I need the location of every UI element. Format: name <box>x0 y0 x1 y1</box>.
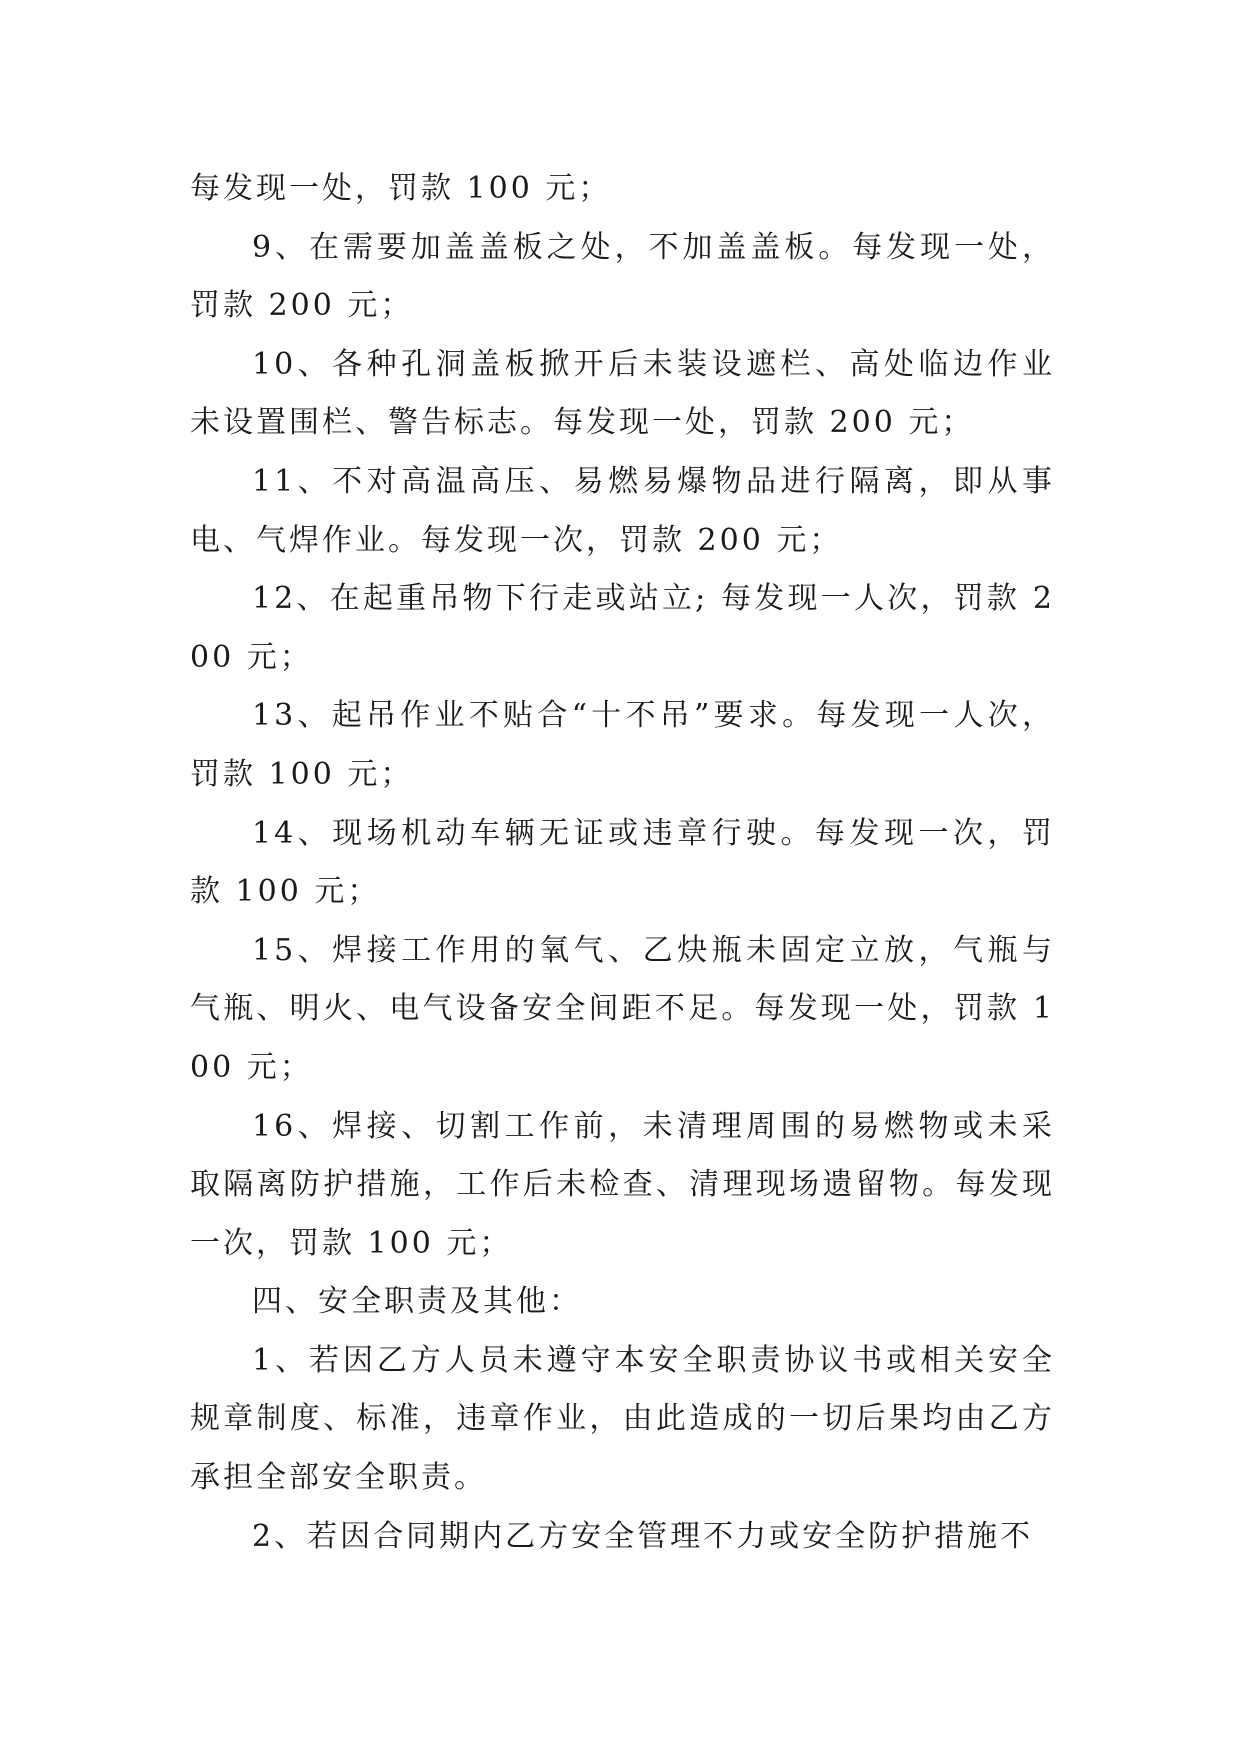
section-heading-safety-duties: 四、安全职责及其他： <box>252 1284 582 1320</box>
paragraph-item-12: 12、在起重吊物下行走或站立; 每发现一人次，罚款 200 元； <box>190 581 1055 675</box>
paragraph-item-10: 10、各种孔洞盖板掀开后未装设遮栏、高处临边作业未设置围栏、警告标志。每发现一处，罚款 200 元； <box>190 346 1055 441</box>
document-body <box>190 160 1055 1566</box>
paragraph-item-14: 14、现场机动车辆无证或违章行驶。每发现一次，罚款 100 元； <box>190 815 1055 910</box>
paragraph-item-11: 11、不对高温高压、易燃易爆物品进行隔离，即从事电、气焊作业。每发现一次，罚款 200 元； <box>190 463 1055 558</box>
paragraph-duty-2: 2、若因合同期内乙方安全管理不力或安全防护措施不 <box>252 1518 1034 1554</box>
paragraph-item-16: 16、焊接、切割工作前，未清理周围的易燃物或未采取隔离防护措施，工作后未检查、清理现场遗留物。每发现一次，罚款 100 元； <box>190 1108 1055 1261</box>
paragraph-duty-1: 1、若因乙方人员未遵守本安全职责协议书或相关安全规章制度、标准，违章作业，由此造成的一切后果均由乙方承担全部安全职责。 <box>190 1342 1055 1496</box>
paragraph-penalty-continued: 每发现一处，罚款 100 元； <box>190 171 612 206</box>
paragraph-item-13: 13、起吊作业不贴合“十不吊”要求。每发现一人次，罚款 100 元； <box>190 698 1055 792</box>
paragraph-item-15: 15、焊接工作用的氧气、乙炔瓶未固定立放，气瓶与气瓶、明火、电气设备安全间距不足。每发现一处，罚款 100 元； <box>190 932 1055 1085</box>
paragraph-item-9: 9、在需要加盖盖板之处，不加盖盖板。每发现一处，罚款 200 元； <box>190 229 1055 324</box>
